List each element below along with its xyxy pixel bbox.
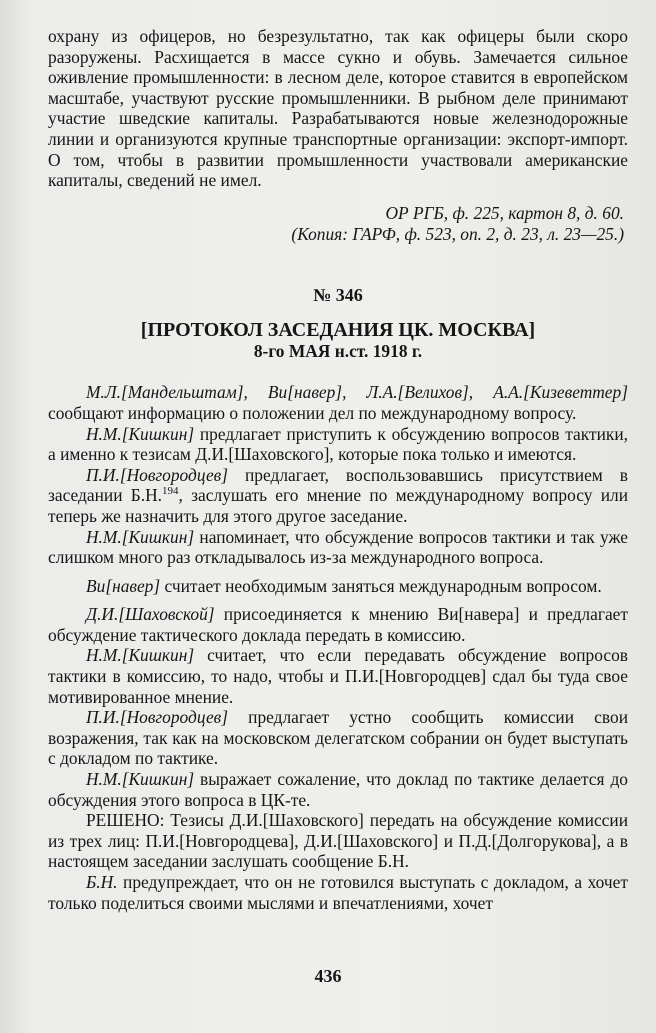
body-paragraph-top: охрану из офицеров, но безрезультатно, так как офицеры были скоро разоружены. Расхищается в массе сукно и обувь. Замечается сильное оживление промышленности: в лесном деле, которое ставится в европейском масштабе, участвуют русские промышленники. В рыбном деле принимают участие шведские капиталы. Разрабатываются новые железнодорожные линии и организуются крупные транспортные организации: экспорт-импорт. О том, чтобы в развитии промышленности участвовали американские капиталы, сведений не имел.	[48, 26, 628, 191]
speaker-name: Н.М.[Кишкин]	[86, 526, 195, 547]
document-date: 8-го МАЯ н.ст. 1918 г.	[253, 341, 423, 362]
minutes-paragraph	[48, 465, 628, 527]
archival-source	[48, 203, 624, 245]
document-number: № 346	[313, 284, 363, 305]
minutes-paragraph	[48, 645, 628, 707]
document-body	[48, 26, 628, 913]
speaker-name: Ви[навер]	[86, 575, 161, 596]
speaker-name: П.И.[Новгородцев]	[86, 707, 228, 728]
minutes-paragraph	[48, 382, 628, 423]
paragraph-text: предлагает приступить к обсуждению вопросов тактики, а именно к тезисам Д.И.[Шаховского], которые пока только и имеются.	[48, 423, 628, 465]
source-line-2: (Копия: ГАРФ, ф. 523, оп. 2, д. 23, л. 23—25.)	[291, 223, 624, 244]
page-number: 436	[314, 966, 342, 986]
minutes-paragraph	[48, 810, 628, 872]
paragraph-text: считает, что если передавать обсуждение вопросов тактики в комиссию, то надо, чтобы и П.И.[Новгородцев] сдал бы туда свое мотивированное мнение.	[48, 645, 628, 707]
paragraph-text: присоединяется к мнению Ви[навера] и предлагает обсуждение тактического доклада передать в комиссию.	[48, 604, 628, 645]
source-line-1: ОР РГБ, ф. 225, картон 8, д. 60.	[385, 202, 624, 223]
paragraph-text: предупреждает, что он не готовился выступать с докладом, а хочет только поделиться своими мыслями и впечатлениями, хочет	[48, 872, 628, 913]
minutes-paragraph	[48, 424, 628, 465]
speaker-name: Н.М.[Кишкин]	[86, 645, 195, 666]
paragraph-text: сообщают информацию о положении дел по международному вопросу.	[48, 402, 577, 423]
speaker-name: Б.Н.	[86, 872, 118, 892]
speaker-name: М.Л.[Мандельштам], Ви[навер], Л.А.[Велихов], А.А.[Кизеветтер]	[86, 382, 628, 403]
paragraph-text-continued: , заслушать его мнение по международному вопросу или теперь же назначить для этого другое заседание.	[48, 485, 628, 526]
paragraph-text: РЕШЕНО: Тезисы Д.И.[Шаховского] передать на обсуждение комиссии из трех лиц: П.И.[Новгородцева], Д.И.[Шаховского] и П.Д.[Долгорукова], а в настоящем заседании заслушать сообщение Б.Н.	[48, 810, 628, 872]
document-title: [ПРОТОКОЛ ЗАСЕДАНИЯ ЦК. МОСКВА]	[140, 319, 536, 342]
paragraph-text: напоминает, что обсуждение вопросов тактики и так уже слишком много раз откладывалось из-за международного вопроса.	[48, 526, 628, 568]
paragraph-text: предлагает устно сообщить комиссии свои возражения, так как на московском делегатском собрании он будет выступать с докладом по тактике.	[48, 707, 628, 769]
speaker-name: Н.М.[Кишкин]	[86, 423, 195, 444]
minutes-paragraphs	[48, 382, 628, 913]
paragraph-text: выражает сожаление, что доклад по тактике делается до обсуждения этого вопроса в ЦК-те.	[48, 769, 628, 810]
speaker-name: Д.И.[Шаховской]	[86, 604, 215, 625]
minutes-paragraph	[48, 604, 628, 645]
speaker-name: Н.М.[Кишкин]	[86, 769, 195, 790]
minutes-paragraph	[48, 527, 628, 568]
minutes-paragraph	[48, 769, 628, 810]
speaker-name: П.И.[Новгородцев]	[86, 464, 228, 485]
minutes-paragraph	[48, 872, 628, 913]
minutes-paragraph	[48, 707, 628, 769]
paragraph-text: считает необходимым заняться международным вопросом.	[160, 575, 602, 596]
footnote-marker: 194	[162, 485, 179, 498]
minutes-paragraph	[48, 576, 628, 597]
paragraph-text: предлагает, воспользовавшись присутствием в заседании Б.Н.	[48, 464, 628, 506]
